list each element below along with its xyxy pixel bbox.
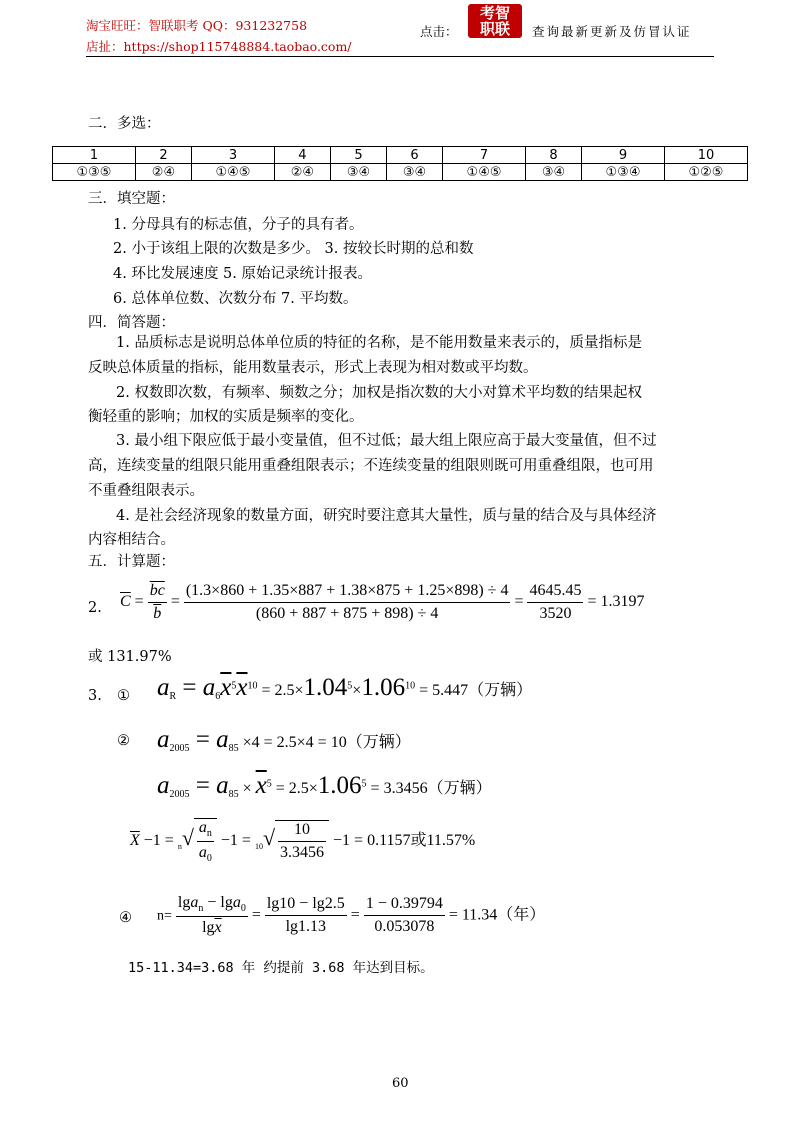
- q2-numerator: (1.3×860 + 1.35×887 + 1.38×875 + 1.25×898) ÷ 4: [184, 582, 511, 603]
- q2-result-denominator: 3520: [539, 605, 572, 622]
- answer-cell-1: ①③⑤: [53, 164, 136, 181]
- header-click-label: 点击：: [420, 24, 458, 39]
- answer-cell-4: ②④: [274, 164, 330, 181]
- f5-result: = 11.34（年）: [448, 906, 546, 924]
- short-answer-line-7: 不重叠组限表示。: [88, 483, 204, 499]
- short-answer-line-2: 反映总体质量的指标，能用数量表示，形式上表现为相对数或平均数。: [88, 360, 538, 376]
- q3-conclusion: 15-11.34=3.68 年 约提前 3.68 年达到目标。: [128, 960, 434, 976]
- answer-cell-3: ①④⑤: [191, 164, 274, 181]
- section2-title: 二．多选：: [88, 116, 161, 132]
- short-answer-line-8: 4. 是社会经济现象的数量方面，研究时要注意其大量性，质与量的结合及与具体经济: [116, 508, 657, 524]
- q2-frac-num: $\overline{bc}$: [148, 582, 167, 603]
- answer-col-3: 3: [191, 147, 274, 164]
- f1-base-2: 1.06: [361, 674, 406, 701]
- f1-result: = 5.447（万辆）: [419, 682, 533, 699]
- f4-result: −1 = 0.1157或11.57%: [333, 831, 476, 849]
- answer-cell-7: ①④⑤: [443, 164, 526, 181]
- f3-base: 1.06: [317, 772, 362, 799]
- q2-expanded-fraction: [184, 582, 511, 623]
- q2-denominator: (860 + 887 + 875 + 898) ÷ 4: [255, 605, 439, 622]
- answer-col-4: 4: [274, 147, 330, 164]
- q3-marker-2: ②: [117, 733, 130, 749]
- q2-result-numerator: 4645.45: [527, 582, 583, 603]
- answer-col-5: 5: [330, 147, 386, 164]
- answer-table: [52, 146, 748, 181]
- f5-num-2: 1 − 0.39794: [364, 895, 445, 916]
- f1-base-1: 1.04: [303, 674, 348, 701]
- short-answer-line-1: 1. 品质标志是说明总体单位质的特征的名称，是不能用数量来表示的，质量指标是: [116, 335, 642, 351]
- logo-text-bottom: 职联: [479, 20, 510, 38]
- q3-marker-1: ①: [117, 688, 130, 704]
- q3-formula-3: $a_{2005} = a_{85} \times \overline{x}^5 = 2.5\times 1.06^5 = 3.3456$（万辆）: [157, 772, 492, 801]
- f3-exp: 5: [361, 778, 367, 790]
- q2-result-fraction: [527, 582, 583, 623]
- answer-col-1: 1: [53, 147, 136, 164]
- short-answer-line-4: 衡轻重的影响；加权的实质是频率的变化。: [88, 409, 364, 425]
- page-number: 60: [392, 1076, 409, 1091]
- f4-num: 10: [278, 821, 326, 842]
- f2-rhs: ×4 = 2.5×4 = 10（万辆）: [242, 734, 411, 751]
- q3-label: 3.: [88, 688, 102, 704]
- answer-cell-6: ③④: [387, 164, 443, 181]
- answer-table-answer-row: [53, 164, 748, 181]
- short-answer-line-6: 高，连续变量的组限只能用重叠组限表示；不连续变量的组限则既可用重叠组限，也可用: [88, 458, 654, 474]
- logo-text-top: 考智: [479, 4, 510, 22]
- q3-formula-2: $a_{2005} = a_{85} \times 4 = 2.5\times 4 = 10$（万辆）: [157, 726, 411, 755]
- section5-title: 五．计算题：: [88, 554, 175, 570]
- section4-title: 四．简答题：: [88, 315, 175, 331]
- q3-marker-4: ④: [119, 910, 132, 926]
- answer-cell-9: ①③④: [582, 164, 665, 181]
- short-answer-line-5: 3. 最小组下限应低于最小变量值，但不过低；最大组上限应高于最大变量值，但不过: [116, 433, 657, 449]
- answer-cell-8: ③④: [526, 164, 582, 181]
- q2-lhs: $\overline{C}$: [120, 593, 131, 611]
- f5-den-2: 0.053078: [374, 918, 435, 936]
- q2-label: 2.: [88, 600, 102, 616]
- fill-line-3: 4. 环比发展速度 5. 原始记录统计报表。: [113, 266, 372, 282]
- q2-percent: 或 131.97%: [88, 649, 172, 665]
- short-answer-line-9: 内容相结合。: [88, 532, 175, 548]
- f5-num: lg10 − lg2.5: [265, 895, 347, 916]
- answer-col-10: 10: [664, 147, 747, 164]
- f5-prefix: n=: [157, 908, 172, 924]
- q2-frac-den: b: [153, 605, 162, 622]
- q3-formula-5: n= $\frac{\lg a_n - \lg a_0}{\lg\overline{x}}$ = $\frac{\lg 10 - \lg 2.5}{\lg 1.13}$ = $\frac{1 - 0.39794}{0.053078}$ = 11.34（年）: [157, 894, 546, 937]
- q2-result: = 1.3197: [587, 593, 645, 611]
- header-shop-link[interactable]: 店扯：https://shop115748884.taobao.com/: [86, 39, 352, 54]
- short-answer-line-3: 2. 权数即次数，有频率、频数之分；加权是指次数的大小对算术平均数的结果起权: [116, 385, 642, 401]
- f1-rhs: = 2.5×: [261, 682, 304, 699]
- f1-times: ×: [352, 682, 362, 699]
- q2-formula: $\overline{C}$ = $\frac{\overline{bc}}{b}$ = $\frac{(1.3\times 860 + 1.35\times 887 + 1.38\times 875 + 1.25\times 898) \div 4}{(860 + 887 + 875 + 898) \div 4}$ = $\frac{4645.45}{3520}$ = 1.3197: [120, 582, 645, 622]
- f3-result: = 3.3456（万辆）: [370, 780, 492, 797]
- answer-cell-5: ③④: [330, 164, 386, 181]
- answer-col-2: 2: [135, 147, 191, 164]
- answer-col-8: 8: [526, 147, 582, 164]
- header-verify-text: 查询最新更新及仿冒认证: [532, 24, 692, 39]
- fill-line-4: 6. 总体单位数、次数分布 7. 平均数。: [113, 291, 358, 307]
- f1-exp-1: 5: [347, 680, 353, 692]
- header-contact: 淘宝旺旺：智联职考 QQ：931232758: [86, 18, 308, 33]
- f4-den: 3.3456: [280, 844, 325, 862]
- zhilian-logo[interactable]: [468, 4, 522, 38]
- section3-title: 三．填空题：: [88, 191, 175, 207]
- f5-den: lg1.13: [285, 918, 327, 936]
- header-divider: [86, 56, 714, 57]
- answer-cell-2: ②④: [135, 164, 191, 181]
- q2-weighted-mean: [148, 582, 167, 623]
- f1-exp-2: 10: [405, 680, 416, 692]
- answer-table-header-row: [53, 147, 748, 164]
- answer-col-6: 6: [387, 147, 443, 164]
- fill-line-2: 2. 小于该组上限的次数是多少。 3. 按较长时期的总和数: [113, 241, 474, 257]
- answer-col-7: 7: [443, 147, 526, 164]
- answer-col-9: 9: [582, 147, 665, 164]
- q3-formula-4: $\overline{X} -1 = _n√$ $\frac{a_n}{a_0}$ −1 = $_{10}$√ $\frac{10}{3.3456}$ −1 = 0.1157或11.57%: [130, 819, 476, 865]
- answer-cell-10: ①②⑤: [664, 164, 747, 181]
- q3-formula-1: $a_R = a_6\overline{x}^5\overline{x}^{10} = 2.5\times 1.04^5\times 1.06^{10} = 5.447$（万辆）: [157, 674, 533, 703]
- f3-rhs: = 2.5×: [275, 780, 318, 797]
- fill-line-1: 1. 分母具有的标志值，分子的具有者。: [113, 217, 364, 233]
